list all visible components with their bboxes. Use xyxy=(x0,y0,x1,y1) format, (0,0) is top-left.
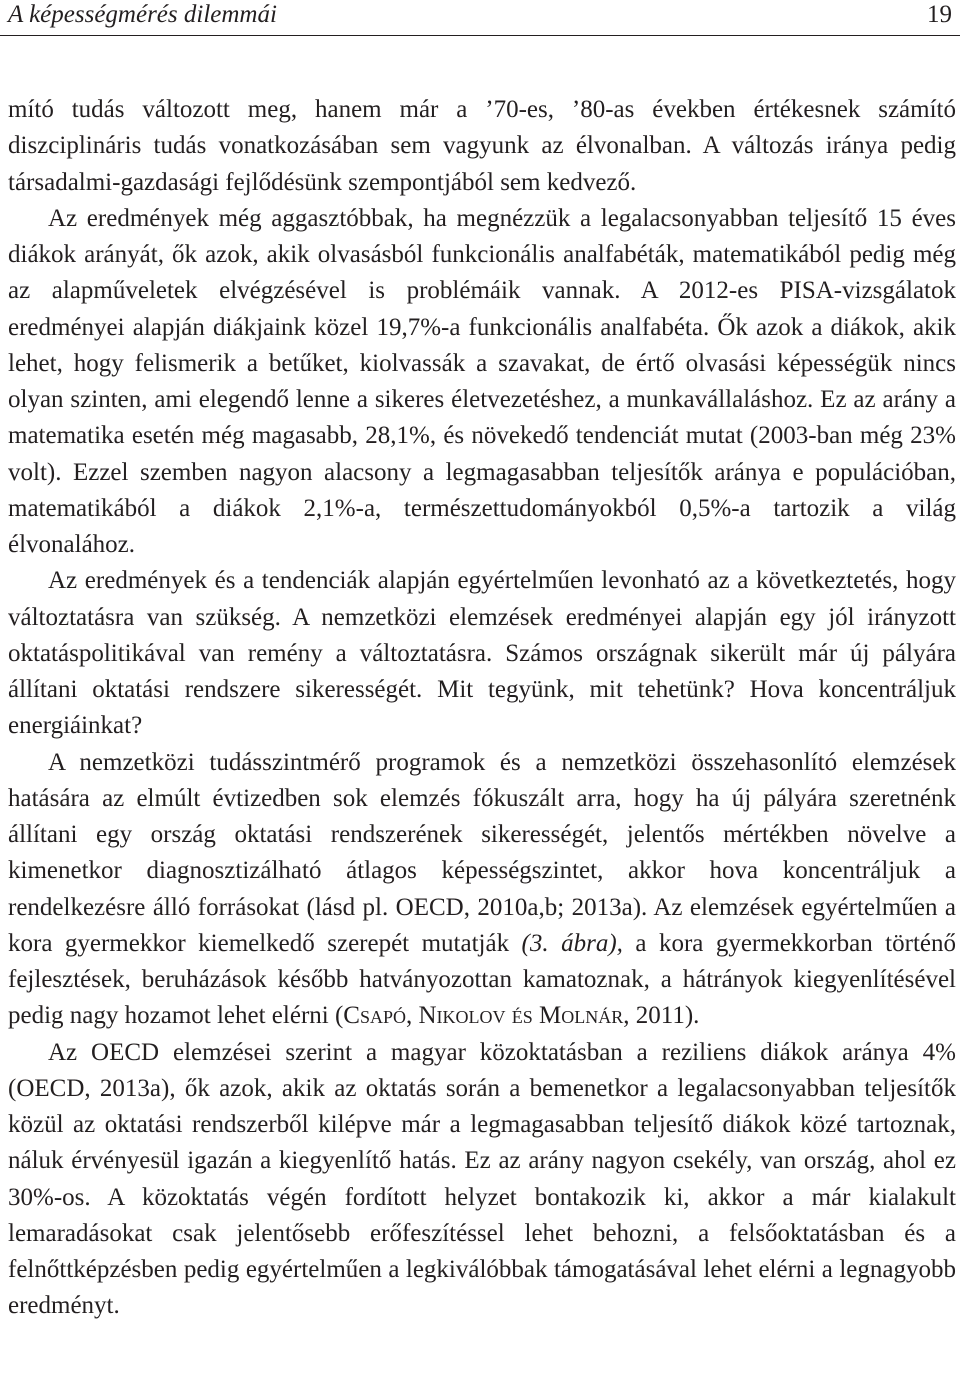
paragraph-text-segment: A nemzetközi tudásszintmérő programok és a nemzetközi összehasonlító elemzések hatására az elmúlt évtizedben sok elemzés fókuszált arra, hogy ha új pályára szeretnénk állítani egy ország oktatási rendszerének sikerességét, jelentős mértékben növelve a kimenetkor diagnosztizálható átlagos képességszintet, akkor hova koncentráljuk a rendelkezésre álló forrásokat (lásd pl. OECD, 2010a,b; 2013a). Az elemzések egyértelműen a kora gyermekkor kiemelkedő szerepét mutatják xyxy=(8,748,956,957)
paragraph-early-childhood xyxy=(8,745,956,1035)
paragraph-text-segment: a kora gyermekkorban történő fejlesztések, beruházások később hatványozottan kamatoznak, a hátrányok kiegyenlítésével pedig nagy hozamot lehet elérni ( xyxy=(8,929,956,1030)
paragraph-text-segment: , 2011). xyxy=(623,1002,700,1030)
figure-reference: (3. ábra), xyxy=(521,929,623,957)
running-header xyxy=(0,0,960,36)
citation-authors: Csapó, Nikolov és Molnár xyxy=(343,1002,624,1030)
paragraph-results: Az eredmények még aggasztóbbak, ha megnézzük a legalacsonyabban teljesítő 15 éves diákok arányát, ők azok, akik olvasásból funkcionális analfabéták, matematikából pedig még az alapműveletek elvégzésével is problémáik vannak. A 2012-es PISA-vizsgálatok eredményei alapján diákjaink közel 19,7%-a funkcionális analfabéta. Ők azok a diákok, akik lehet, hogy felismerik a betűket, kiolvassák a szavakat, de értő olvasási képességük nincs olyan szinten, ami elegendő lenne a sikeres életvezetéshez, a munkavállaláshoz. Ez az arány a matematika esetén még magasabb, 28,1%, és növekedő tendenciát mutat (2003-ban még 23% volt). Ezzel szemben nagyon alacsony a legmagasabban teljesítők aránya e populációban, matematikából a diákok 2,1%-a, természettudományokból 0,5%-a tartozik a világ élvonalához. xyxy=(8,204,956,558)
paragraph-continued: mító tudás változott meg, hanem már a ’70-es, ’80-as években értékesnek számító diszciplináris tudás vonatkozásában sem vagyunk az élvonalban. A változás iránya pedig társadalmi-gazdasági fejlődésünk szempontjából sem kedvező. xyxy=(8,96,956,196)
paragraph-resilient-students: Az OECD elemzései szerint a magyar közoktatásban a reziliens diákok aránya 4% (OECD, 2013a), ők azok, akik az oktatás során a bemenetkor a legalacsonyabban teljesítők közül az oktatási rendszerből kilépve már a legmagasabban teljesítő diákok közé tartoznak, náluk érvényesül igazán a kiegyenlítő hatás. Ez az arány nagyon csekély, van ország, ahol ez 30%-os. A közoktatás végén fordított helyzet bontakozik ki, akkor a már kialakult lemaradásokat csak jelentősebb erőfeszítéssel lehet behozni, a felsőoktatásban és a felnőttképzésben pedig egyértelműen a legkiválóbbak támogatásával lehet elérni a legnagyobb eredményt. xyxy=(8,1038,956,1320)
paragraph-conclusion: Az eredmények és a tendenciák alapján egyértelműen levonható az a következtetés, hogy változtatásra van szükség. A nemzetközi elemzések eredményei alapján egy jól irányzott oktatáspolitikával van remény a változtatásra. Számos országnak sikerült már új pályára állítani oktatási rendszere sikerességét. Mit tegyünk, mit tehetünk? Hova koncentráljuk energiáinkat? xyxy=(8,567,956,740)
body-text xyxy=(8,92,956,1325)
running-title: A képességmérés dilemmái xyxy=(8,1,277,28)
page-number: 19 xyxy=(927,1,952,28)
